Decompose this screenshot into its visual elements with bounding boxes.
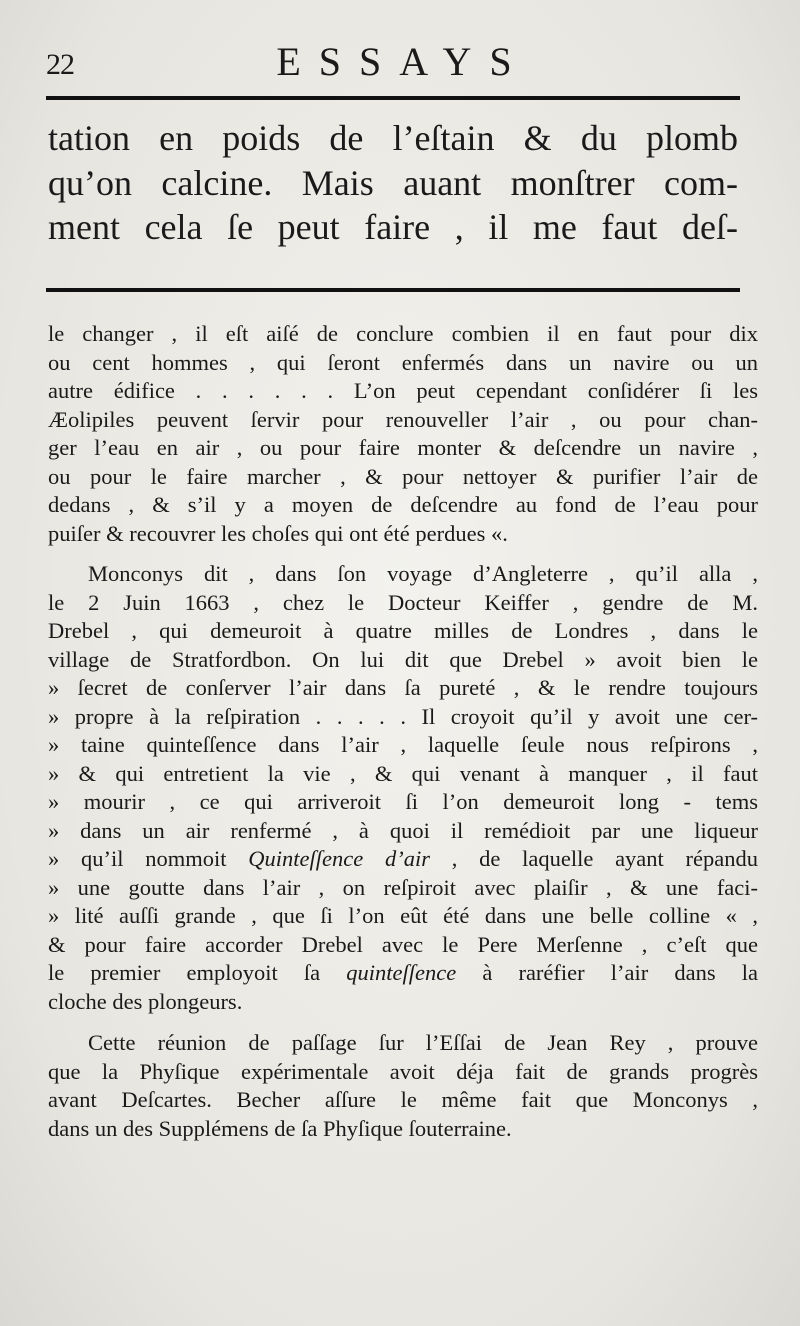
text-line: » lité auſſi grande , que ſi l’on eût été dans une belle colline « , bbox=[48, 903, 758, 928]
page-header bbox=[44, 36, 744, 84]
text-segment: le premier employoit ſa bbox=[48, 960, 347, 985]
text-line: qu’on calcine. Mais auant monſtrer com- bbox=[48, 162, 738, 203]
text-line: dedans , & s’il y a moyen de deſcendre au fond de l’eau pour bbox=[48, 492, 758, 517]
text-line: » dans un air renfermé , à quoi il remédioit par une liqueur bbox=[48, 817, 758, 843]
text-line: avant Deſcartes. Becher aſſure le même fait que Monconys , bbox=[48, 1087, 758, 1112]
text-line: autre édifice . . . . . . L’on peut cependant conſidérer ſi les bbox=[48, 378, 758, 403]
paragraph-2 bbox=[48, 560, 758, 1016]
text-line: » ſecret de conſerver l’air dans ſa pureté , & le rendre toujours bbox=[48, 675, 758, 700]
text-line: Cette réunion de paſſage ſur l’Eſſai de Jean Rey , prouve bbox=[88, 1030, 758, 1055]
paragraph-3 bbox=[48, 1029, 758, 1143]
text-line: tation en poids de l’eſtain & du plomb bbox=[48, 118, 738, 158]
body-text bbox=[48, 320, 758, 1143]
text-line: ger l’eau en air , ou pour faire monter & deſcendre un navire , bbox=[48, 435, 758, 460]
text-line: Monconys dit , dans ſon voyage d’Angleterre , qu’il alla , bbox=[88, 561, 758, 586]
text-line: & pour faire accorder Drebel avec le Pere Merſenne , c’eſt que bbox=[48, 931, 758, 957]
text-segment: » qu’il nommoit bbox=[48, 846, 249, 871]
text-line: que la Phyſique expérimentale avoit déja fait de grands progrès bbox=[48, 1058, 758, 1084]
text-line: Æolipiles peuvent ſervir pour renouveller l’air , ou pour chan- bbox=[48, 406, 758, 432]
section-rule bbox=[46, 288, 740, 292]
quoted-passage-large bbox=[48, 116, 738, 250]
text-segment: à raréfier l’air dans la bbox=[456, 960, 758, 985]
text-line: » mourir , ce qui arriveroit ſi l’on demeuroit long - tems bbox=[48, 789, 758, 814]
text-line: » taine quinteſſence dans l’air , laquelle ſeule nous reſpirons , bbox=[48, 732, 758, 757]
text-segment: , de laquelle ayant répandu bbox=[429, 846, 759, 871]
page-number: 22 bbox=[46, 48, 74, 81]
text-line: ou pour le faire marcher , & pour nettoyer & purifier l’air de bbox=[48, 463, 758, 489]
italic-term: Quinteſſence d’air bbox=[248, 846, 430, 871]
running-title: ESSAYS bbox=[276, 39, 530, 84]
text-line: Drebel , qui demeuroit à quatre milles de Londres , dans le bbox=[48, 618, 758, 643]
text-line bbox=[48, 959, 758, 988]
text-line: » propre à la reſpiration . . . . . Il croyoit qu’il y avoit une cer- bbox=[48, 703, 758, 729]
text-line: » une goutte dans l’air , on reſpiroit avec plaiſir , & une faci- bbox=[48, 874, 758, 900]
text-line: le 2 Juin 1663 , chez le Docteur Keiffer , gendre de M. bbox=[48, 589, 758, 615]
text-line: le changer , il eſt aiſé de conclure combien il en faut pour dix bbox=[48, 321, 758, 346]
header-rule bbox=[46, 96, 740, 100]
text-line: ment cela ſe peut faire , il me faut deſ- bbox=[48, 207, 738, 247]
text-line: ou cent hommes , qui ſeront enfermés dans un navire ou un bbox=[48, 349, 758, 375]
text-line: cloche des plongeurs. bbox=[48, 988, 243, 1014]
text-line: » & qui entretient la vie , & qui venant à manquer , il faut bbox=[48, 760, 758, 786]
text-line bbox=[48, 845, 758, 874]
italic-term: quinteſſence bbox=[346, 960, 457, 985]
paragraph-1 bbox=[48, 320, 758, 548]
text-line: village de Stratfordbon. On lui dit que Drebel » avoit bien le bbox=[48, 646, 758, 672]
text-line: puiſer & recouvrer les choſes qui ont été perdues «. bbox=[48, 520, 508, 546]
text-line: dans un des Supplémens de ſa Phyſique ſouterraine. bbox=[48, 1115, 512, 1141]
